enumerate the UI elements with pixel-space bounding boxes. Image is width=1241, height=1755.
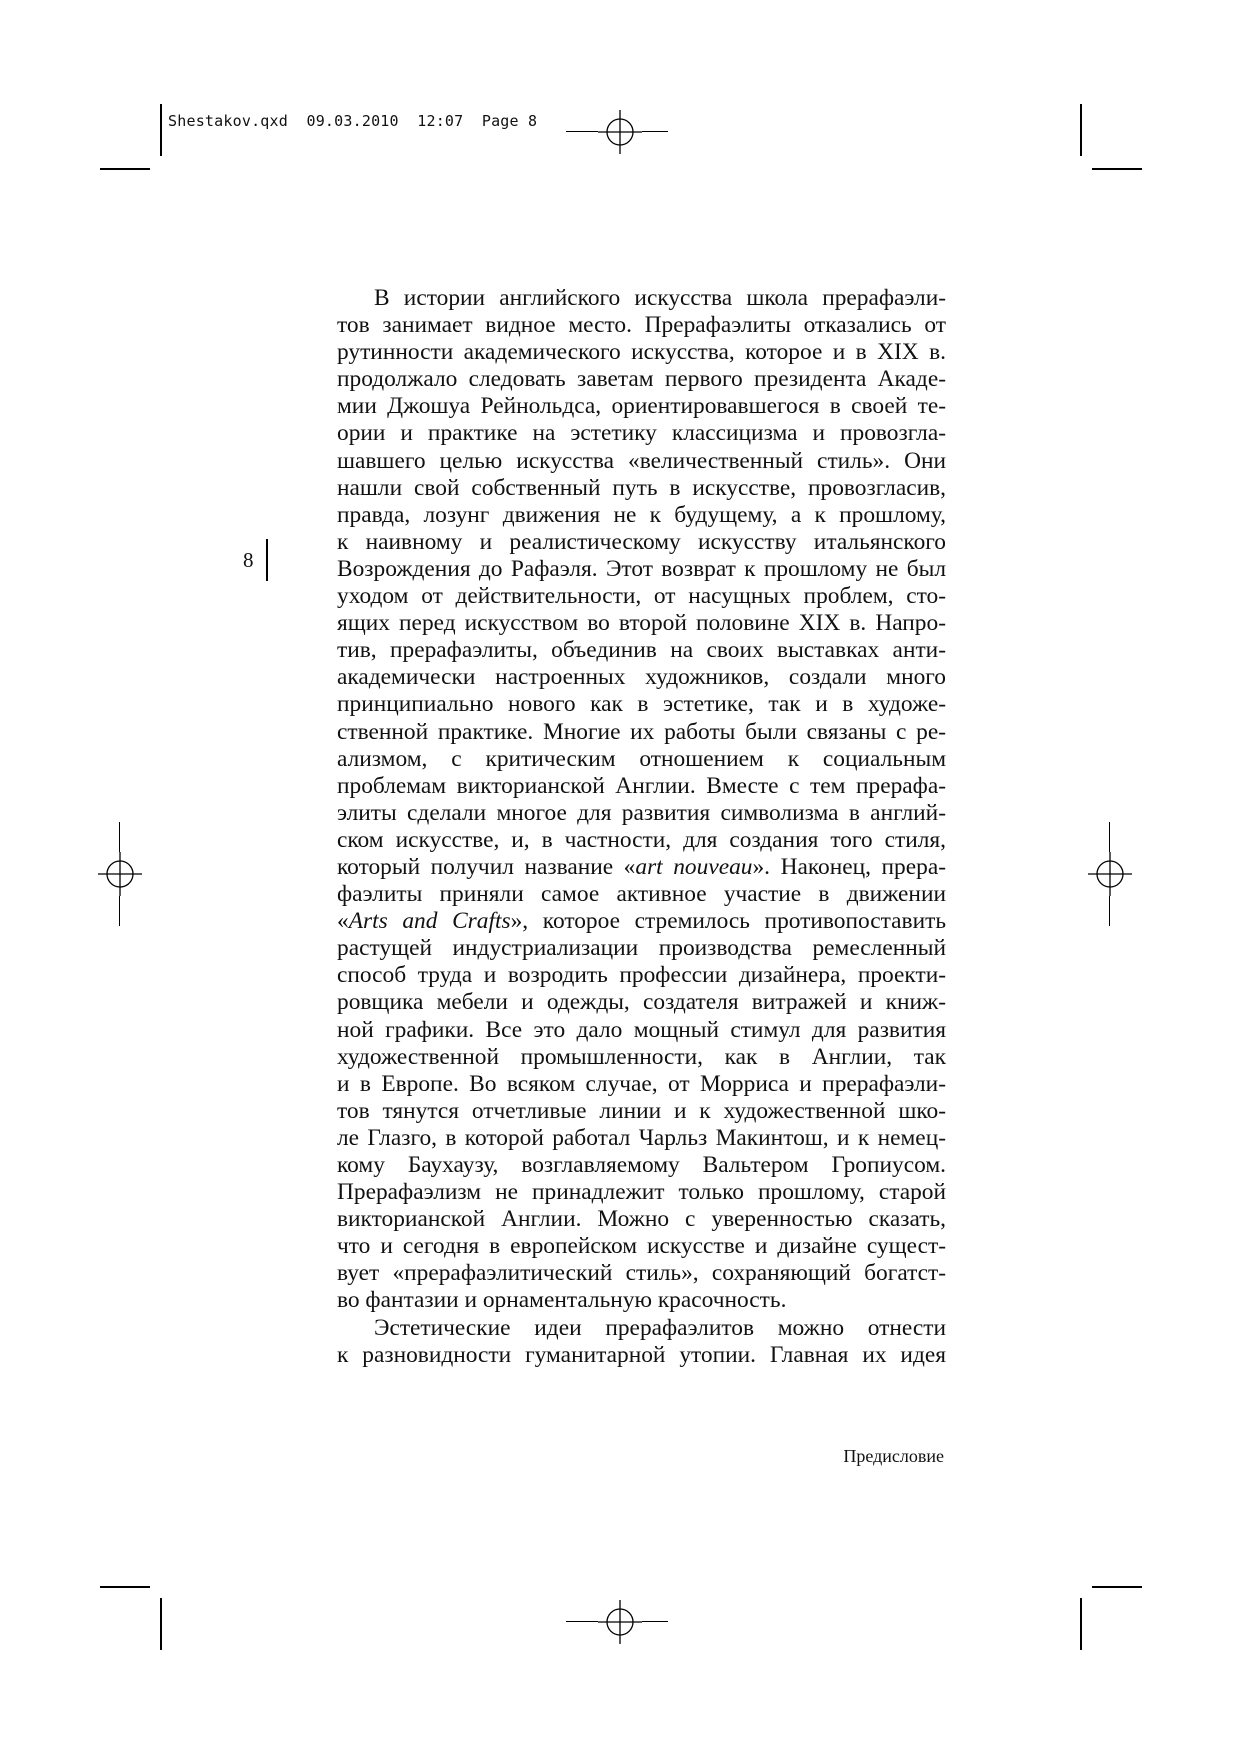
text-line: проблемам викторианской Англии. Вместе с тем прерафа- [337, 772, 946, 799]
text-line: Эстетические идеи прерафаэлитов можно отнести [374, 1314, 946, 1341]
text-line: художественной промышленности, как в Англии, так [337, 1043, 946, 1070]
running-footer: Предисловие [843, 1446, 944, 1466]
text-line: принципиально нового как в эстетике, так и в художе- [337, 691, 946, 718]
printer-slug: Shestakov.qxd 09.03.2010 12:07 Page 8 [168, 112, 538, 130]
crop-mark-icon [1080, 104, 1082, 156]
crop-mark-icon [1092, 168, 1142, 170]
text-line: который получил название «art nouveau». Наконец, прера- [337, 853, 946, 880]
text-line: викторианской Англии. Можно с уверенностью сказать, [337, 1206, 946, 1233]
text-line: «Arts and Crafts», которое стремилось противопоставить [337, 908, 946, 935]
text-line: элиты сделали многое для развития символизма в англий- [337, 799, 946, 826]
text-line: ории и практике на эстетику классицизма и провозгла- [337, 420, 946, 447]
text-line: фаэлиты приняли самое активное участие в движении [337, 881, 946, 908]
registration-mark-icon [1088, 852, 1132, 896]
text-line: и в Европе. Во всяком случае, от Морриса и прерафаэли- [337, 1070, 946, 1097]
crop-mark-icon [160, 104, 162, 156]
text-line: во фантазии и орнаментальную красочность. [337, 1287, 787, 1314]
page-number: 8 [243, 548, 254, 572]
registration-line-icon [566, 1621, 598, 1622]
crop-mark-icon [160, 1598, 162, 1650]
registration-line-icon [642, 1621, 668, 1622]
body-text [337, 285, 946, 1369]
crop-mark-icon [100, 168, 150, 170]
text-line: ровщика мебели и одежды, создателя витражей и книж- [337, 989, 946, 1016]
text-line: уходом от действительности, от насущных проблем, сто- [337, 583, 946, 610]
text-line: рутинности академического искусства, которое и в XIX в. [337, 339, 946, 366]
text-line: тов занимает видное место. Прерафаэлиты отказались от [337, 312, 946, 339]
text-line: шавшего целью искусства «величественный стиль». Они [337, 447, 946, 474]
text-line: ализмом, с критическим отношением к социальным [337, 745, 946, 772]
text-line: мии Джошуа Рейнольдса, ориентировавшегося в своей те- [337, 393, 946, 420]
text-line: В истории английского искусства школа прерафаэли- [374, 285, 946, 311]
registration-mark-icon [598, 110, 642, 154]
text-line: ной графики. Все это дало мощный стимул для развития [337, 1016, 946, 1043]
text-line: что и сегодня в европейском искусстве и дизайне сущест- [337, 1233, 946, 1260]
text-line: ле Глазго, в которой работал Чарльз Макинтош, и к немец- [337, 1124, 946, 1151]
crop-mark-icon [1092, 1586, 1142, 1588]
text-line: тив, прерафаэлиты, объединив на своих выставках анти- [337, 637, 946, 664]
text-line: к наивному и реалистическому искусству итальянского [337, 528, 946, 555]
text-line: вует «прерафаэлитический стиль», сохраняющий богатст- [337, 1260, 946, 1287]
text-line: тов тянутся отчетливые линии и к художественной шко- [337, 1097, 946, 1124]
registration-line-icon [566, 131, 598, 132]
text-line: нашли свой собственный путь в искусстве, провозгласив, [337, 474, 946, 501]
text-line: правда, лозунг движения не к будущему, а к прошлому, [337, 501, 946, 528]
text-line: Прерафаэлизм не принадлежит только прошлому, старой [337, 1179, 946, 1206]
text-line: Возрождения до Рафаэля. Этот возврат к прошлому не был [337, 555, 946, 582]
text-line: ском искусстве, и, в частности, для создания того стиля, [337, 826, 946, 853]
text-line: растущей индустриализации производства ремесленный [337, 935, 946, 962]
registration-line-icon [119, 896, 120, 926]
registration-line-icon [1109, 896, 1110, 926]
registration-mark-icon [598, 1600, 642, 1644]
text-line: кому Баухаузу, возглавляемому Вальтером Гропиусом. [337, 1152, 946, 1178]
text-line: ственной практике. Многие их работы были связаны с ре- [337, 718, 946, 745]
registration-line-icon [642, 131, 668, 132]
registration-mark-icon [98, 852, 142, 896]
crop-mark-icon [100, 1586, 150, 1588]
text-line: продолжало следовать заветам первого президента Акаде- [337, 366, 946, 393]
text-line: к разновидности гуманитарной утопии. Главная их идея [337, 1341, 946, 1368]
text-line: способ труда и возродить профессии дизайнера, проекти- [337, 962, 946, 989]
text-line: ящих перед искусством во второй половине XIX в. Напро- [337, 610, 946, 637]
registration-line-icon [1109, 822, 1110, 852]
folio-rule [266, 539, 268, 581]
text-line: академически настроенных художников, создали много [337, 664, 946, 691]
registration-line-icon [119, 822, 120, 852]
crop-mark-icon [1080, 1598, 1082, 1650]
